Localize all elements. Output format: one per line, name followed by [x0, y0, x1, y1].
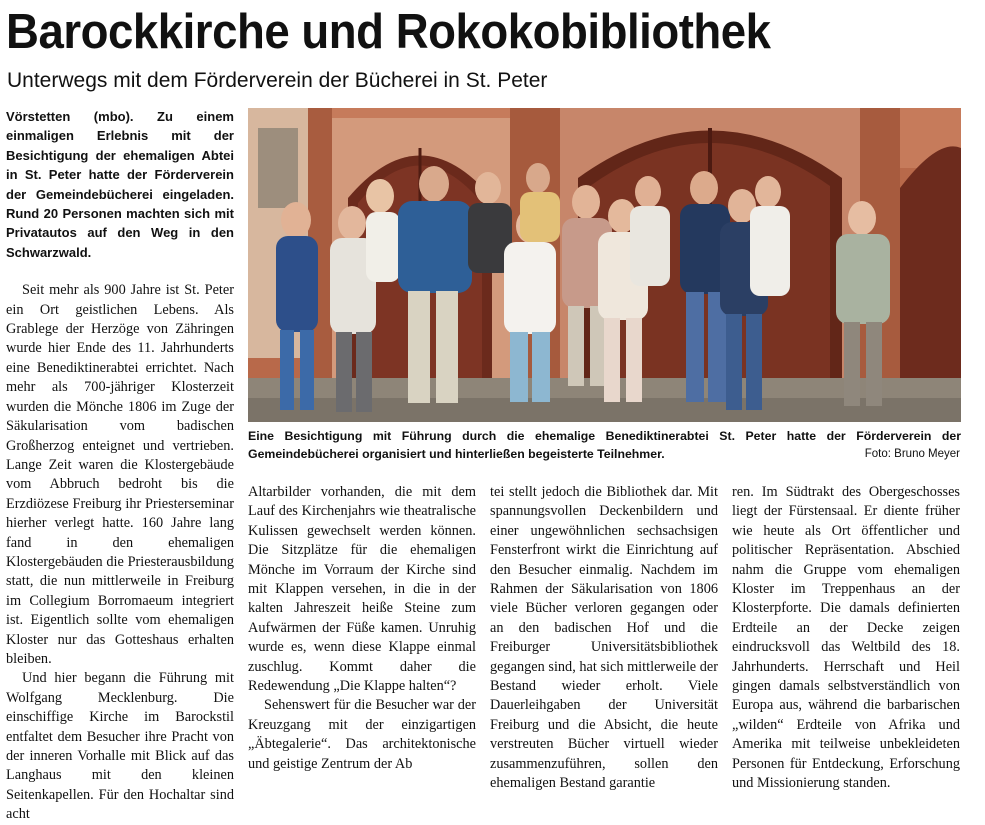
body-paragraph-2-continued: Altarbilder vorhanden, die mit dem Lauf des Kirchenjahrs wie theatralische Kulissen gewechselt werden können. Die Sitzplätze für die ehemaligen Mönche im Vorraum der Kirche sind mit Klappen versehen, in die in der kalten Jahreszeit heiße Steine zum Aufwärmen der Füße kamen. Unruhig wurde es, wenn diese Klappe einmal zuschlug. Kommt daher die Redewendung „Die Klappe halten“? [248, 484, 476, 695]
article-column-2 [248, 483, 476, 796]
headline: Barockkirche und Rokokobibliothek [6, 5, 771, 59]
subheadline: Unterwegs mit dem Förderverein der Bücherei in St. Peter [7, 69, 548, 92]
group-photo [248, 108, 961, 422]
body-paragraph-3: Sehenswert für die Besucher war der Kreuzgang mit der einzigartigen „Äbtegalerie“. Das architektonische und geistige Zentrum der Ab [248, 697, 476, 772]
body-paragraph-2: Und hier begann die Führung mit Wolfgang Mecklenburg. Die einschiffige Kirche im Barockstil entfaltet dem Besucher ihre Pracht von der inneren Vorhalle mit Blick auf das Langhaus mit den kleinen Seitenkapellen. Für den Hochaltar sind acht [6, 670, 234, 823]
body-paragraph-1: Seit mehr als 900 Jahre ist St. Peter ein Ort geistlichen Lebens. Als Grablege der Herzöge von Zähringen wurde hier Ende des 11. Jahrhunderts eine Benediktinerabtei errichtet. Nach mehr als 700-jähriger Klosterzeit wurden die Mönche 1806 im Zuge der Säkularisation vom badischen Großherzog enteignet und vertrieben. Lange Zeit waren die Klostergebäude vom Abbruch bedroht bis die Erzdiözese Freiburg ihr Priesterseminar hierher verlegt hatte. 160 Jahre lang fand in den ehemaligen Klostergebäuden die Priesterausbildung statt, die nun mittlerweile in Freiburg im Collegium Borromaeum integriert ist. Eigentlich sollte vom ehemaligen Kloster nur das Gotteshaus erhalten bleiben. [6, 282, 234, 667]
article-column-3 [490, 483, 718, 796]
body-paragraph-4: ren. Im Südtrakt des Obergeschosses liegt der Fürstensaal. Er diente früher wie heute als Ort öffentlicher und politischer Repräsentation. Abschied nahm die Gruppe vom ehemaligen Kloster im Treppenhaus an der Klosterpforte. Die damals definierten Erdteile an der Decke zeigen eindrucksvoll das Weltbild des 18. Jahrhunderts. Herrschaft und Heil gingen damals selbstverständlich von Europa aus, während die barbarischen „wilden“ Erdteile von Afrika und Amerika mit teilweise unbekleideten Personen für Entdeckung, Erforschung und Missionierung standen. [732, 484, 960, 792]
group-photo-illustration [248, 108, 961, 422]
photo-credit: Foto: Bruno Meyer [864, 448, 960, 460]
article-column-4 [732, 483, 960, 796]
photo-caption: Eine Besichtigung mit Führung durch die ehemalige Benediktinerabtei St. Peter hatte der Förderverein der Gemeindebücherei organisiert und hinterließen begeisterte Teilnehmer. [248, 429, 961, 461]
body-paragraph-3-continued: tei stellt jedoch die Bibliothek dar. Mit spannungsvollen Deckenbildern und einer ungewöhnlichen sechsachsigen Fensterfront wirkt die Einrichtung auf den Besucher einmalig. Nachdem im Rahmen der Säkularisation von 1806 viele Bücher verloren gegangen oder an den badischen Hof und die Freiburger Universitätsbibliothek gegangen sind, hat sich mittlerweile der Bestand wieder erholt. Viele Dauerleihgaben der Universität Freiburg und die Absicht, die heute verstreuten Bücher virtuell wieder zusammenzuführen, sollen den ehemaligen Bestand garantie [490, 484, 718, 792]
lead-paragraph: Vörstetten (mbo). Zu einem einmaligen Erlebnis mit der Besichtigung der ehemaligen Abtei in St. Peter hatte der Förderverein der Gemeindebücherei eingeladen. Rund 20 Personen machten sich mit Privatautos auf den Weg in den Schwarzwald. [6, 109, 234, 260]
article-column-1 [6, 107, 234, 823]
